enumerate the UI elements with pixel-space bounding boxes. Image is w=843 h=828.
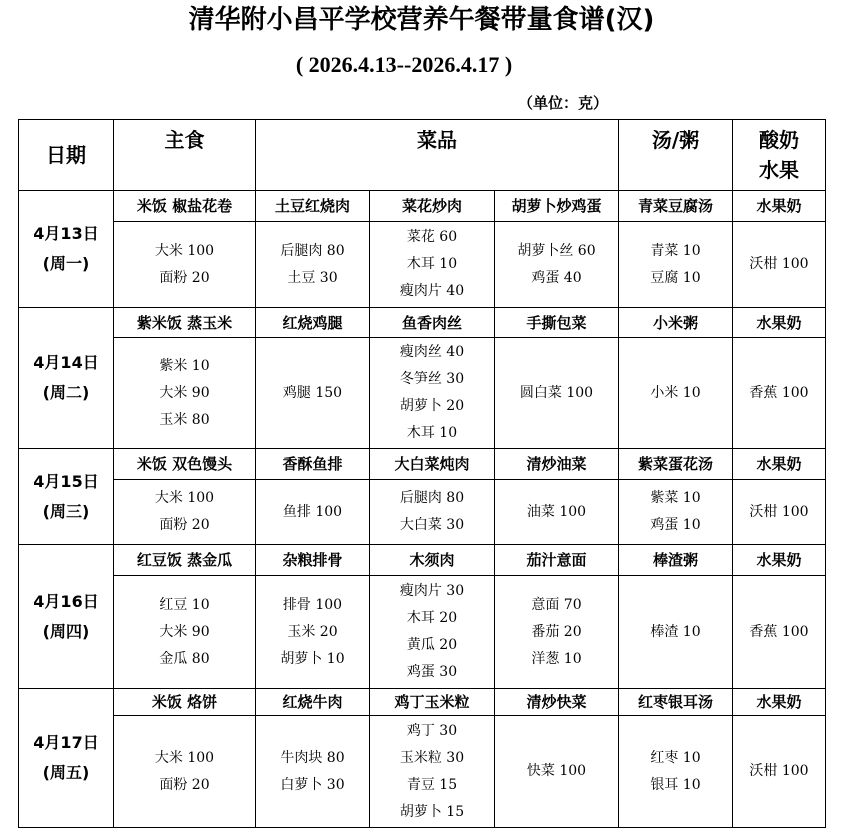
day-weekday: (周三) — [42, 501, 90, 521]
fruit-milk-name: 水果奶 — [733, 545, 826, 576]
staple-ingredients — [114, 716, 256, 828]
ingredient-line: 紫米 10 — [159, 357, 210, 374]
main-dish-1-ingredients — [256, 338, 370, 449]
soup-name: 棒渣粥 — [619, 545, 733, 576]
ingredient-line: 鸡丁 30 — [406, 722, 458, 739]
ingredient-line: 青豆 15 — [406, 776, 458, 793]
day-date: 4月16日 — [33, 591, 99, 611]
main-dish-2-ingredients — [370, 576, 495, 689]
soup-name: 紫菜蛋花汤 — [619, 449, 733, 480]
soup-ingredients — [619, 716, 733, 828]
staple-ingredients — [114, 576, 256, 689]
ingredient-line: 沃柑 100 — [749, 256, 809, 272]
ingredient-line: 瘦肉丝 40 — [399, 344, 465, 360]
main-dish-2-name: 木须肉 — [370, 545, 495, 576]
ingredient-line: 番茄 20 — [531, 623, 582, 640]
ingredient-line: 鸡腿 150 — [282, 384, 343, 401]
soup-name: 青菜豆腐汤 — [619, 191, 733, 222]
fruit-milk-ingredients — [733, 716, 826, 828]
main-dish-2-name: 菜花炒肉 — [370, 191, 495, 222]
main-dish-3-ingredients — [495, 716, 619, 828]
staple-name: 米饭 烙饼 — [114, 689, 256, 716]
day-name-row — [19, 545, 826, 576]
ingredient-line: 大米 90 — [159, 623, 210, 640]
unit-label: （单位：克） — [518, 94, 609, 112]
ingredient-line: 冬笋丝 30 — [399, 371, 465, 387]
day-date: 4月15日 — [33, 471, 99, 491]
date-range: ( 2026.4.13--2026.4.17 ) — [295, 52, 513, 77]
staple-ingredients — [114, 338, 256, 449]
ingredient-line: 意面 70 — [531, 596, 582, 613]
fruit-milk-ingredients — [733, 480, 826, 545]
main-dish-2-ingredients — [370, 480, 495, 545]
day-weekday: (周二) — [42, 383, 90, 402]
main-dish-3-ingredients — [495, 338, 619, 449]
ingredient-line: 菜花 60 — [406, 229, 458, 245]
main-dish-1-name: 红烧鸡腿 — [256, 308, 370, 338]
ingredient-line: 土豆 30 — [287, 269, 338, 286]
ingredient-line: 快菜 100 — [526, 763, 587, 779]
day-ingredient-row — [19, 716, 826, 828]
ingredient-line: 排骨 100 — [282, 596, 343, 613]
main-dish-3-ingredients — [495, 480, 619, 545]
day-date-cell — [19, 191, 114, 308]
fruit-milk-name: 水果奶 — [733, 191, 826, 222]
ingredient-line: 瘦肉片 30 — [399, 583, 465, 599]
ingredient-line: 木耳 10 — [406, 425, 458, 441]
day-weekday: (周四) — [42, 621, 90, 641]
ingredient-line: 圆白菜 100 — [519, 384, 594, 401]
ingredient-line: 大米 90 — [159, 384, 210, 401]
page-title: 清华附小昌平学校营养午餐带量食谱(汉) — [188, 5, 655, 35]
ingredient-line: 胡萝卜丝 60 — [517, 242, 596, 259]
ingredient-line: 后腿肉 80 — [280, 242, 345, 259]
ingredient-line: 面粉 20 — [159, 269, 210, 286]
ingredient-line: 白萝卜 30 — [280, 776, 345, 793]
header-yogurt: 酸奶 — [759, 128, 799, 152]
day-date-cell — [19, 308, 114, 449]
ingredient-line: 后腿肉 80 — [399, 490, 465, 506]
ingredient-line: 面粉 20 — [159, 776, 210, 793]
day-date: 4月14日 — [33, 353, 99, 372]
fruit-milk-ingredients — [733, 576, 826, 689]
day-name-row — [19, 308, 826, 338]
ingredient-line: 玉米 20 — [287, 623, 338, 640]
soup-ingredients — [619, 222, 733, 308]
header-staple: 主食 — [114, 120, 256, 191]
day-date-cell — [19, 449, 114, 545]
main-dish-3-name: 清炒快菜 — [495, 689, 619, 716]
ingredient-line: 青菜 10 — [650, 242, 701, 259]
staple-ingredients — [114, 222, 256, 308]
staple-ingredients — [114, 480, 256, 545]
main-dish-1-ingredients — [256, 480, 370, 545]
ingredient-line: 玉米 80 — [159, 411, 210, 428]
ingredient-line: 银耳 10 — [650, 776, 701, 793]
main-dish-2-name: 鱼香肉丝 — [370, 308, 495, 338]
main-dish-2-name: 鸡丁玉米粒 — [370, 689, 495, 716]
ingredient-line: 木耳 20 — [406, 610, 458, 626]
main-dish-1-name: 土豆红烧肉 — [256, 191, 370, 222]
header-soup: 汤/粥 — [619, 120, 733, 191]
soup-name: 红枣银耳汤 — [619, 689, 733, 716]
main-dish-1-ingredients — [256, 576, 370, 689]
staple-name: 红豆饭 蒸金瓜 — [114, 545, 256, 576]
main-dish-3-ingredients — [495, 576, 619, 689]
fruit-milk-ingredients — [733, 222, 826, 308]
staple-name: 紫米饭 蒸玉米 — [114, 308, 256, 338]
ingredient-line: 棒渣 10 — [650, 623, 701, 640]
ingredient-line: 沃柑 100 — [749, 763, 809, 779]
main-dish-3-name: 手撕包菜 — [495, 308, 619, 338]
staple-name: 米饭 椒盐花卷 — [114, 191, 256, 222]
ingredient-line: 沃柑 100 — [749, 503, 809, 520]
soup-name: 小米粥 — [619, 308, 733, 338]
day-name-row — [19, 191, 826, 222]
ingredient-line: 鸡蛋 10 — [650, 517, 701, 533]
ingredient-line: 大米 100 — [154, 242, 215, 259]
main-dish-2-ingredients — [370, 338, 495, 449]
day-ingredient-row — [19, 480, 826, 545]
day-ingredient-row — [19, 222, 826, 308]
day-weekday: (周一) — [42, 254, 90, 273]
header-dishes: 菜品 — [256, 120, 619, 191]
soup-ingredients — [619, 338, 733, 449]
ingredient-line: 玉米粒 30 — [399, 749, 465, 766]
main-dish-2-ingredients — [370, 222, 495, 308]
staple-name: 米饭 双色馒头 — [114, 449, 256, 480]
ingredient-line: 黄瓜 20 — [406, 637, 458, 653]
main-dish-1-ingredients — [256, 716, 370, 828]
fruit-milk-name: 水果奶 — [733, 449, 826, 480]
day-ingredient-row — [19, 576, 826, 689]
ingredient-line: 瘦肉片 40 — [399, 283, 465, 299]
ingredient-line: 大白菜 30 — [399, 517, 465, 533]
day-name-row — [19, 689, 826, 716]
day-name-row — [19, 449, 826, 480]
main-dish-3-name: 茄汁意面 — [495, 545, 619, 576]
ingredient-line: 胡萝卜 15 — [399, 803, 465, 820]
ingredient-line: 木耳 10 — [406, 256, 458, 272]
ingredient-line: 油菜 100 — [526, 503, 587, 520]
day-weekday: (周五) — [42, 763, 90, 782]
ingredient-line: 鸡蛋 30 — [406, 664, 458, 680]
ingredient-line: 香蕉 100 — [749, 384, 809, 401]
ingredient-line: 胡萝卜 20 — [399, 398, 465, 414]
ingredient-line: 小米 10 — [650, 384, 701, 401]
fruit-milk-name: 水果奶 — [733, 689, 826, 716]
ingredient-line: 大米 100 — [154, 490, 215, 506]
day-date: 4月13日 — [33, 224, 99, 243]
day-ingredient-row — [19, 338, 826, 449]
day-date: 4月17日 — [33, 733, 99, 752]
header-yogurt-fruit — [733, 120, 826, 191]
ingredient-line: 洋葱 10 — [531, 650, 582, 667]
soup-ingredients — [619, 480, 733, 545]
ingredient-line: 金瓜 80 — [159, 650, 210, 667]
main-dish-1-name: 香酥鱼排 — [256, 449, 370, 480]
ingredient-line: 牛肉块 80 — [280, 749, 345, 766]
ingredient-line: 面粉 20 — [159, 517, 210, 533]
main-dish-3-ingredients — [495, 222, 619, 308]
header-date: 日期 — [19, 120, 114, 191]
header-fruit: 水果 — [759, 158, 799, 182]
day-date-cell — [19, 545, 114, 689]
ingredient-line: 红枣 10 — [650, 749, 701, 766]
main-dish-1-ingredients — [256, 222, 370, 308]
day-date-cell — [19, 689, 114, 828]
main-dish-1-name: 红烧牛肉 — [256, 689, 370, 716]
main-dish-2-name: 大白菜炖肉 — [370, 449, 495, 480]
ingredient-line: 鸡蛋 40 — [531, 269, 582, 286]
main-dish-3-name: 清炒油菜 — [495, 449, 619, 480]
fruit-milk-ingredients — [733, 338, 826, 449]
ingredient-line: 鱼排 100 — [282, 503, 343, 520]
header-row — [19, 120, 826, 191]
soup-ingredients — [619, 576, 733, 689]
main-dish-2-ingredients — [370, 716, 495, 828]
ingredient-line: 紫菜 10 — [650, 490, 701, 506]
menu-table — [18, 119, 826, 828]
main-dish-3-name: 胡萝卜炒鸡蛋 — [495, 191, 619, 222]
main-dish-1-name: 杂粮排骨 — [256, 545, 370, 576]
ingredient-line: 大米 100 — [154, 749, 215, 766]
ingredient-line: 香蕉 100 — [749, 623, 809, 640]
ingredient-line: 红豆 10 — [159, 596, 210, 613]
ingredient-line: 胡萝卜 10 — [280, 650, 345, 667]
fruit-milk-name: 水果奶 — [733, 308, 826, 338]
ingredient-line: 豆腐 10 — [650, 269, 701, 286]
